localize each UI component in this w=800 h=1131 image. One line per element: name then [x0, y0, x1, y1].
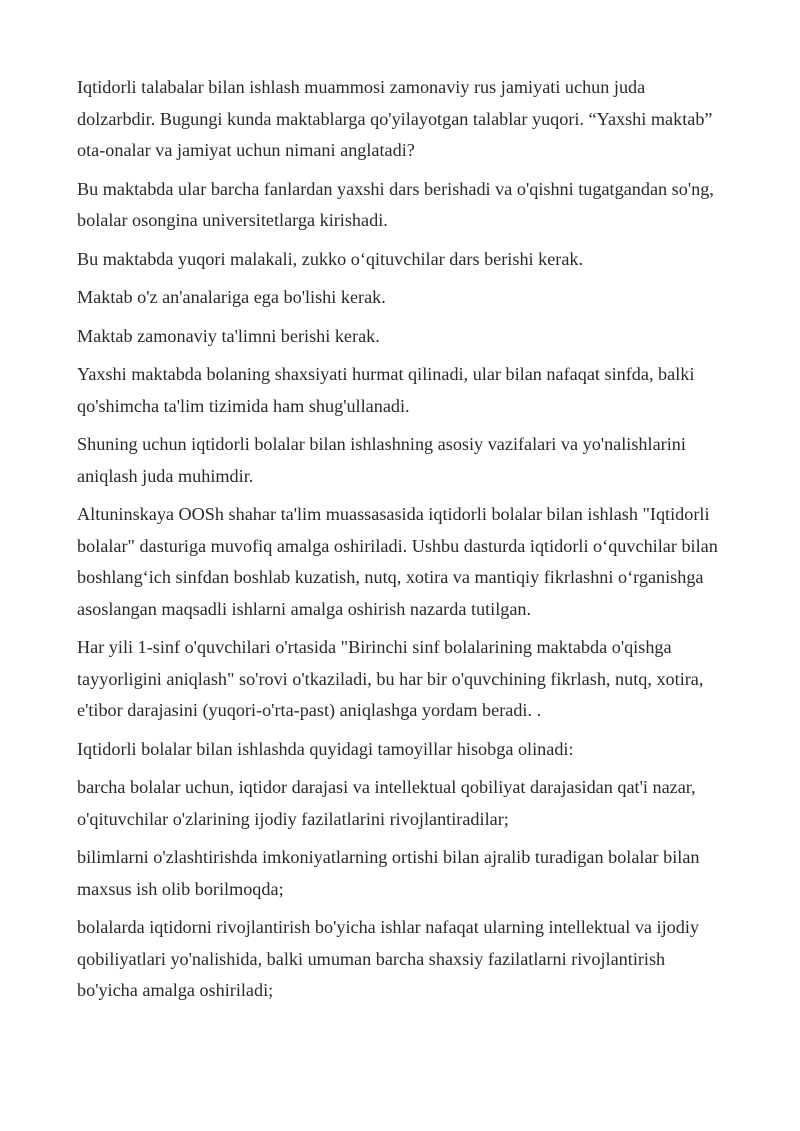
text-line: barcha bolalar uchun, iqtidor darajasi va intellektual qobiliyat darajasidan qat'i nazar, [77, 777, 696, 797]
paragraph [77, 632, 757, 727]
text-line: Shuning uchun iqtidorli bolalar bilan ishlashning asosiy vazifalari va yo'nalishlarini [77, 434, 686, 454]
text-line: bilimlarni o'zlashtirishda imkoniyatlarning ortishi bilan ajralib turadigan bolalar bilan [77, 847, 700, 867]
text-line: maxsus ish olib borilmoqda; [77, 878, 284, 899]
text-line: Bu maktabda ular barcha fanlardan yaxshi dars berishadi va o'qishni tugatgandan so'ng, [77, 178, 714, 199]
paragraph [77, 321, 757, 353]
text-line: Yaxshi maktabda bolaning shaxsiyati hurmat qilinadi, ular bilan nafaqat sinfda, balki [77, 364, 695, 384]
text-line: Altuninskaya OOSh shahar ta'lim muassasasida iqtidorli bolalar bilan ishlash "Iqtidorli [77, 504, 710, 524]
text-line: Har yili 1-sinf o'quvchilari o'rtasida "Birinchi sinf bolalarining maktabda o'qishga [77, 637, 672, 657]
text-line: Iqtidorli talabalar bilan ishlash muammosi zamonaviy rus jamiyati uchun juda [77, 77, 646, 97]
text-line: dolzarbdir. Bugungi kunda maktablarga qo'yilayotgan talablar yuqori. “Yaxshi maktab” [77, 108, 713, 129]
document-body [77, 72, 757, 1014]
text-line: tayyorligini aniqlash" so'rovi o'tkaziladi, bu har bir o'quvchining fikrlash, nutq, xotira, [77, 668, 704, 689]
paragraph [77, 499, 757, 625]
text-line: Maktab zamonaviy ta'limni berishi kerak. [77, 325, 380, 346]
paragraph [77, 772, 757, 835]
text-line: asoslangan maqsadli ishlarni amalga oshirish nazarda tutilgan. [77, 598, 532, 619]
text-line: qobiliyatlari yo'nalishida, balki umuman barcha shaxsiy fazilatlarni rivojlantirish [77, 948, 666, 969]
text-line: bolalar osongina universitetlarga kirishadi. [77, 210, 388, 230]
paragraph [77, 359, 757, 422]
text-line: o'qituvchilar o'zlarining ijodiy fazilatlarini rivojlantiradilar; [77, 808, 509, 829]
text-line: Iqtidorli bolalar bilan ishlashda quyidagi tamoyillar hisobga olinadi: [77, 738, 574, 759]
text-line: bolalar" dasturiga muvofiq amalga oshiriladi. Ushbu dasturda iqtidorli o‘quvchilar bilan [77, 535, 718, 556]
paragraph [77, 174, 757, 237]
paragraph [77, 244, 757, 276]
text-line: bolalarda iqtidorni rivojlantirish bo'yicha ishlar nafaqat ularning intellektual va ijodiy [77, 917, 699, 937]
text-line: Maktab o'z an'analariga ega bo'lishi kerak. [77, 287, 386, 307]
text-line: boshlang‘ich sinfdan boshlab kuzatish, nutq, xotira va mantiqiy fikrlashni o‘rganishga [77, 567, 704, 587]
text-line: bo'yicha amalga oshiriladi; [77, 980, 274, 1000]
paragraph [77, 842, 757, 905]
text-line: qo'shimcha ta'lim tizimida ham shug'ullanadi. [77, 395, 410, 416]
paragraph [77, 72, 757, 167]
text-line: ota-onalar va jamiyat uchun nimani anglatadi? [77, 140, 415, 160]
paragraph [77, 429, 757, 492]
paragraph [77, 734, 757, 766]
paragraph [77, 912, 757, 1007]
paragraph [77, 282, 757, 314]
text-line: e'tibor darajasini (yuqori-o'rta-past) aniqlashga yordam beradi. . [77, 700, 542, 720]
text-line: aniqlash juda muhimdir. [77, 465, 254, 486]
text-line: Bu maktabda yuqori malakali, zukko o‘qituvchilar dars berishi kerak. [77, 248, 584, 269]
